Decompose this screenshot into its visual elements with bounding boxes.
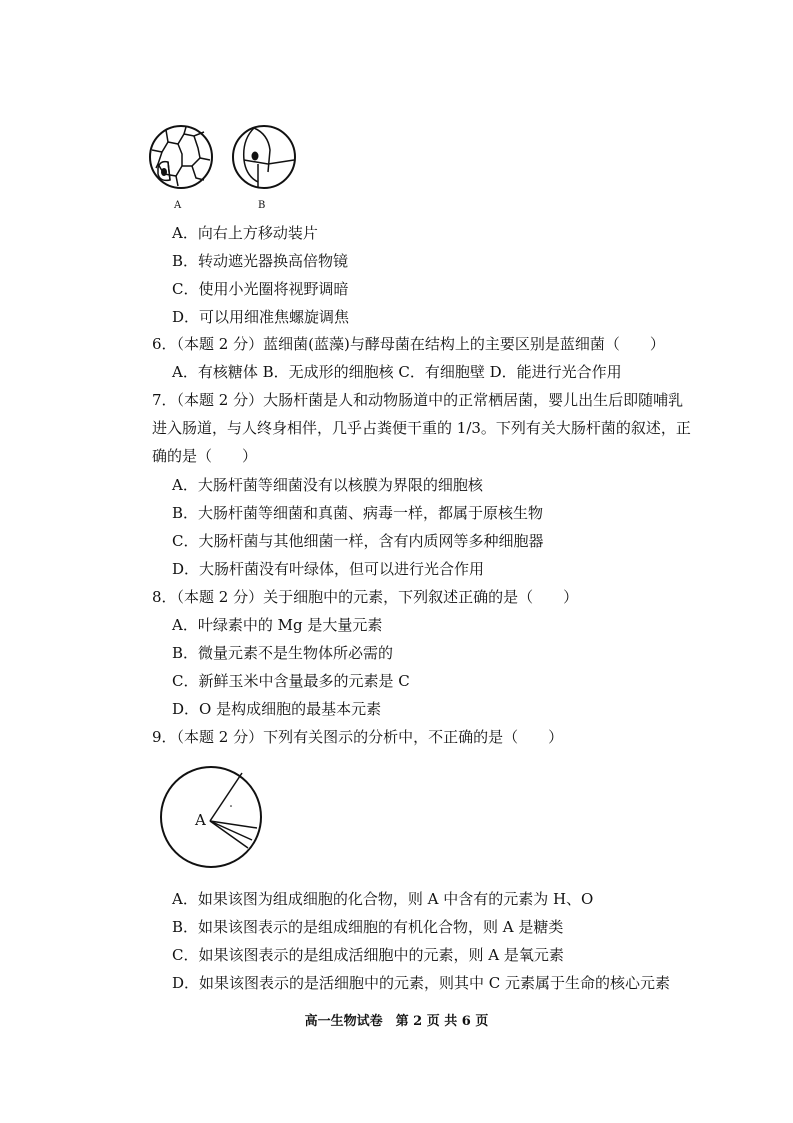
q9-stem: 9．（本题 2 分）下列有关图示的分析中，不正确的是（ ）	[152, 728, 564, 746]
q5-option-c: C．使用小光圈将视野调暗	[172, 280, 349, 298]
q6-stem: 6．（本题 2 分）蓝细菌(蓝藻)与酵母菌在结构上的主要区别是蓝细菌（ ）	[152, 335, 665, 353]
q7-stem-line-2: 进入肠道，与人终身相伴，几乎占粪便干重的 1/3。下列有关大肠杆菌的叙述，正	[152, 419, 691, 437]
q9-pie-diagram	[158, 764, 268, 874]
figure-label-a: A	[174, 200, 182, 211]
field-b	[233, 126, 295, 188]
q8-option-a: A．叶绿素中的 Mg 是大量元素	[172, 616, 383, 634]
q8-stem: 8．（本题 2 分）关于细胞中的元素，下列叙述正确的是（ ）	[152, 588, 579, 606]
q8-option-c: C．新鲜玉米中含量最多的元素是 C	[172, 672, 410, 690]
figure-label-b: B	[258, 200, 266, 211]
q7-option-d: D．大肠杆菌没有叶绿体，但可以进行光合作用	[172, 560, 485, 578]
q7-option-b: B．大肠杆菌等细菌和真菌、病毒一样，都属于原核生物	[172, 504, 544, 522]
q8-option-d: D．O 是构成细胞的最基本元素	[172, 700, 382, 718]
q7-option-a: A．大肠杆菌等细菌没有以核膜为界限的细胞核	[172, 476, 483, 494]
q5-option-d: D．可以用细准焦螺旋调焦	[172, 308, 350, 326]
microscope-field-figure	[148, 120, 308, 215]
q5-option-a: A．向右上方移动装片	[172, 224, 318, 242]
q7-stem-line-1: 7．（本题 2 分）大肠杆菌是人和动物肠道中的正常栖居菌，婴儿出生后即随哺乳	[152, 391, 684, 409]
q9-option-a: A．如果该图为组成细胞的化合物，则 A 中含有的元素为 H、O	[172, 890, 594, 908]
q6-options: A．有核糖体 B．无成形的细胞核 C．有细胞壁 D．能进行光合作用	[172, 363, 622, 381]
pie-label-a: A	[195, 811, 206, 829]
q5-option-b: B．转动遮光器换高倍物镜	[172, 252, 349, 270]
q9-option-c: C．如果该图表示的是组成活细胞中的元素，则 A 是氧元素	[172, 946, 564, 964]
page-footer: 高一生物试卷 第 2 页 共 6 页	[304, 1014, 489, 1029]
q7-option-c: C．大肠杆菌与其他细菌一样，含有内质网等多种细胞器	[172, 532, 544, 550]
q9-option-b: B．如果该图表示的是组成细胞的有机化合物，则 A 是糖类	[172, 918, 564, 936]
q8-option-b: B．微量元素不是生物体所必需的	[172, 644, 394, 662]
q9-option-d: D．如果该图表示的是活细胞中的元素，则其中 C 元素属于生命的核心元素	[172, 974, 671, 992]
q7-stem-line-3: 确的是（ ）	[152, 447, 258, 465]
field-a	[150, 126, 212, 188]
